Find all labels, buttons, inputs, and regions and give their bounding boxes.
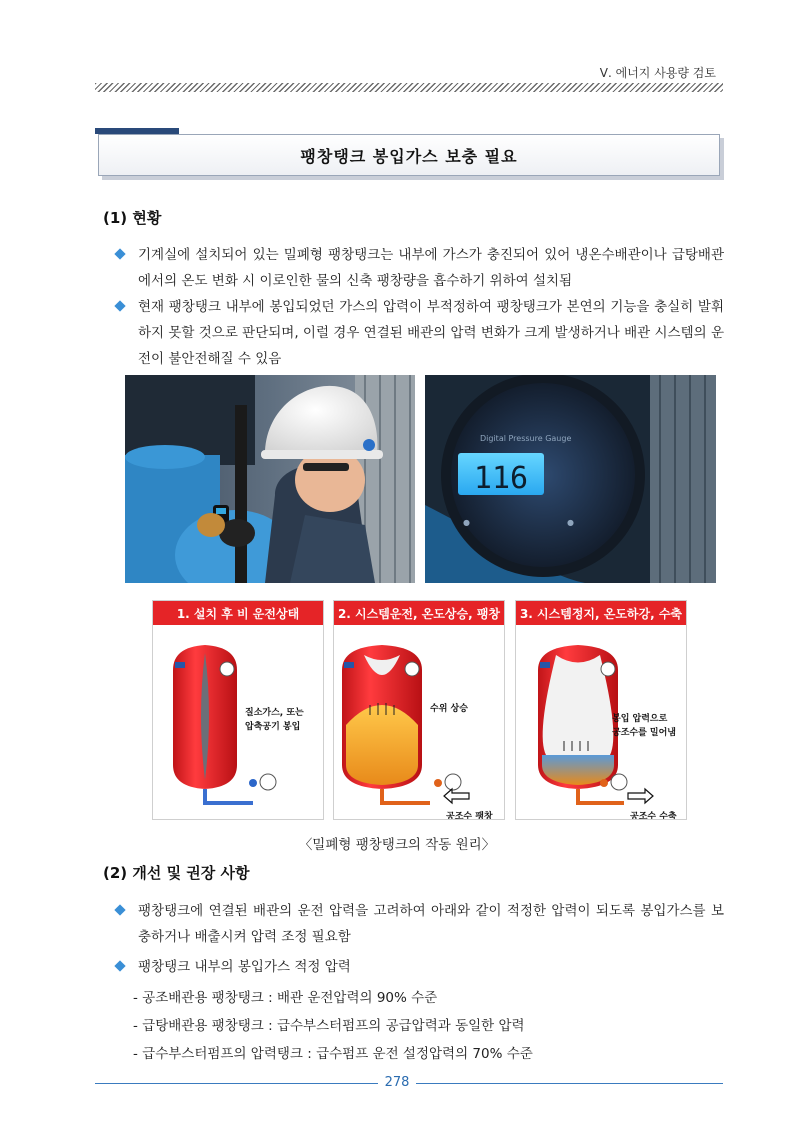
diagram-panel-1 bbox=[152, 600, 324, 820]
pressure-item-2: - 급탕배관용 팽창탱크 : 급수부스터펌프의 공급압력과 동일한 압력 bbox=[133, 1018, 525, 1034]
diagram-panel-2 bbox=[333, 600, 505, 820]
title-box bbox=[98, 134, 720, 176]
panel-title: 1. 설치 후 비 운전상태 bbox=[153, 601, 323, 625]
svg-text:●: ● bbox=[463, 518, 470, 527]
section2-heading: (2) 개선 및 권장 사항 bbox=[103, 864, 250, 882]
bullet-text: 기계실에 설치되어 있는 밀폐형 팽창탱크는 내부에 가스가 충진되어 있어 냉온수배관이나 급탕배관에서의 온도 변화 시 이로인한 물의 신축 팽창량을 흡수하기 위하여 설치됨 bbox=[138, 247, 724, 289]
section1-bullet-1 bbox=[118, 242, 724, 294]
footer-rule-right bbox=[416, 1083, 723, 1084]
panel-label: 압축공기 봉입 bbox=[245, 722, 301, 732]
gauge-brand-text: Digital Pressure Gauge bbox=[480, 434, 572, 443]
gauge-reading: 116 bbox=[473, 461, 529, 496]
section1-heading: (1) 현황 bbox=[103, 209, 162, 227]
diagram-panel-3 bbox=[515, 600, 687, 820]
pressure-item-1: - 공조배관용 팽창탱크 : 배관 운전압력의 90% 수준 bbox=[133, 990, 438, 1006]
flow-label: 공조수 팽창 bbox=[446, 812, 493, 819]
pressure-gauge-photo bbox=[425, 375, 716, 583]
flow-label: 공조수 수축 bbox=[630, 812, 677, 819]
section2-bullet-1 bbox=[118, 898, 724, 950]
technician-photo bbox=[125, 375, 415, 583]
bullet-text: 현재 팽창탱크 내부에 봉입되었던 가스의 압력이 부적정하여 팽창탱크가 본연의 기능을 충실히 발휘하지 못할 것으로 판단되며, 이럴 경우 연결된 배관의 압력 변화가 크게 발생하거나 배관 시스템의 운전이 불안전해질 수 있음 bbox=[138, 299, 725, 367]
panel-label: 공조수를 밀어냄 bbox=[612, 728, 676, 738]
chapter-header: Ⅴ. 에너지 사용량 검토 bbox=[599, 66, 716, 80]
panel-label: 질소가스, 또는 bbox=[245, 708, 304, 718]
panel-title: 3. 시스템정지, 온도하강, 수축 bbox=[516, 601, 686, 625]
bullet-text: 팽창탱크에 연결된 배관의 운전 압력을 고려하여 아래와 같이 적정한 압력이 되도록 봉입가스를 보충하거나 배출시켜 압력 조정 필요함 bbox=[138, 903, 724, 945]
panel-label: 수위 상승 bbox=[430, 704, 468, 714]
section2-bullet-2 bbox=[118, 954, 724, 980]
header-hatch-rule bbox=[95, 83, 723, 92]
page-number: 278 bbox=[384, 1075, 410, 1090]
footer-rule-left bbox=[95, 1083, 378, 1084]
section1-bullet-2 bbox=[118, 294, 724, 372]
pressure-item-3: - 급수부스터펌프의 압력탱크 : 급수펌프 운전 설정압력의 70% 수준 bbox=[133, 1046, 533, 1062]
panel-title: 2. 시스템운전, 온도상승, 팽창 bbox=[334, 601, 504, 625]
page-title: 팽창탱크 봉입가스 보충 필요 bbox=[300, 146, 518, 166]
panel-label: 봉입 압력으로 bbox=[612, 714, 668, 724]
svg-text:●: ● bbox=[567, 518, 574, 527]
figure-caption: 〈밀폐형 팽창탱크의 작동 원리〉 bbox=[298, 837, 496, 853]
bullet-text: 팽창탱크 내부의 봉입가스 적정 압력 bbox=[138, 959, 351, 975]
